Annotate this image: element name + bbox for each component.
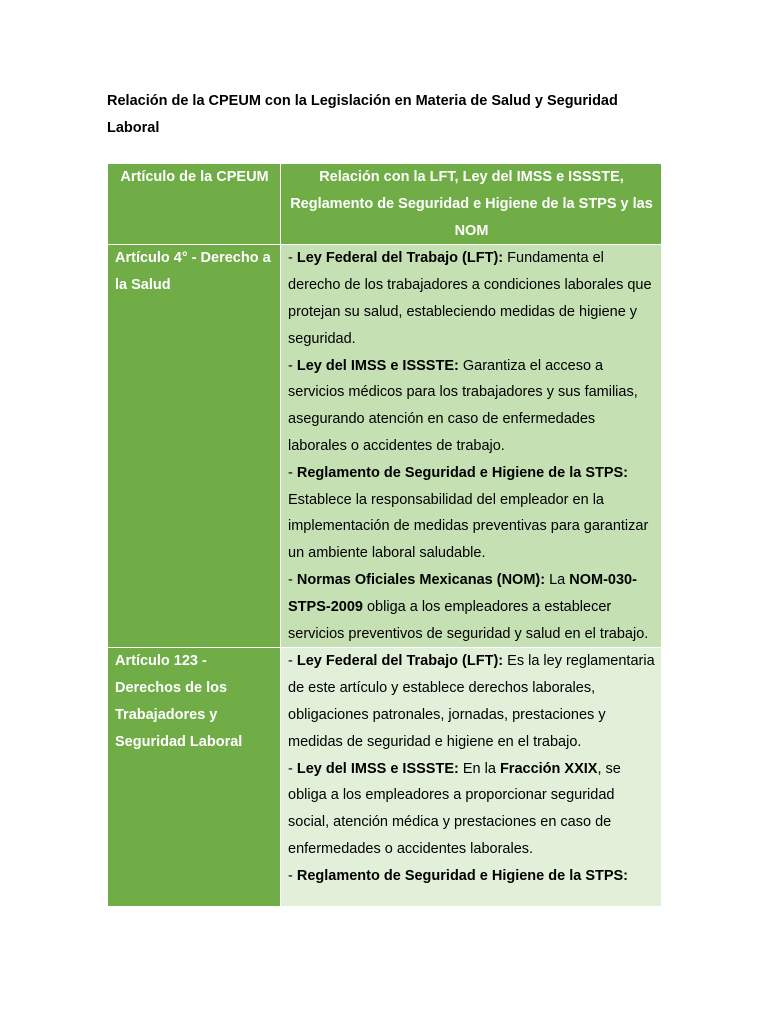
article-cell: Artículo 123 - Derechos de los Trabajadores y Seguridad Laboral: [108, 648, 281, 907]
list-item: - Ley Federal del Trabajo (LFT): Es la ley reglamentaria de este artículo y establece derechos laborales, obligaciones patronales, jornadas, prestaciones y medidas de seguridad e higiene en el trabajo.: [288, 653, 655, 750]
list-item: - Ley del IMSS e ISSSTE: En la Fracción XXIX, se obliga a los empleadores a proporcionar seguridad social, atención médica y prestaciones en caso de enfermedades o accidentes laborales.: [288, 760, 621, 857]
list-item: - Normas Oficiales Mexicanas (NOM): La NOM-030-STPS-2009 obliga a los empleadores a establecer servicios preventivos de seguridad y salud en el trabajo.: [288, 571, 649, 642]
table-header-row: [108, 164, 662, 245]
cpeum-relation-table: [107, 163, 662, 907]
list-item: - Ley Federal del Trabajo (LFT): Fundamenta el derecho de los trabajadores a condiciones laborales que protejan su salud, estableciendo medidas de higiene y seguridad.: [288, 250, 652, 347]
header-article: Artículo de la CPEUM: [108, 164, 281, 245]
list-item: - Ley del IMSS e ISSSTE: Garantiza el acceso a servicios médicos para los trabajadores y sus familias, asegurando atención en caso de enfermedades laborales o accidentes de trabajo.: [288, 357, 638, 454]
relation-cell: [281, 648, 662, 907]
table-row: [108, 245, 662, 648]
article-cell: Artículo 4° - Derecho a la Salud: [108, 245, 281, 648]
page-title: Relación de la CPEUM con la Legislación en Materia de Salud y Seguridad Laboral: [107, 93, 618, 136]
table-row: [108, 648, 662, 907]
list-item: - Reglamento de Seguridad e Higiene de la STPS:: [288, 867, 629, 884]
header-relation: Relación con la LFT, Ley del IMSS e ISSSTE, Reglamento de Seguridad e Higiene de la STPS y las NOM: [281, 164, 662, 245]
list-item: - Reglamento de Seguridad e Higiene de la STPS: Establece la responsabilidad del empleador en la implementación de medidas preventivas para garantizar un ambiente laboral saludable.: [288, 464, 649, 562]
relation-cell: [281, 245, 662, 648]
